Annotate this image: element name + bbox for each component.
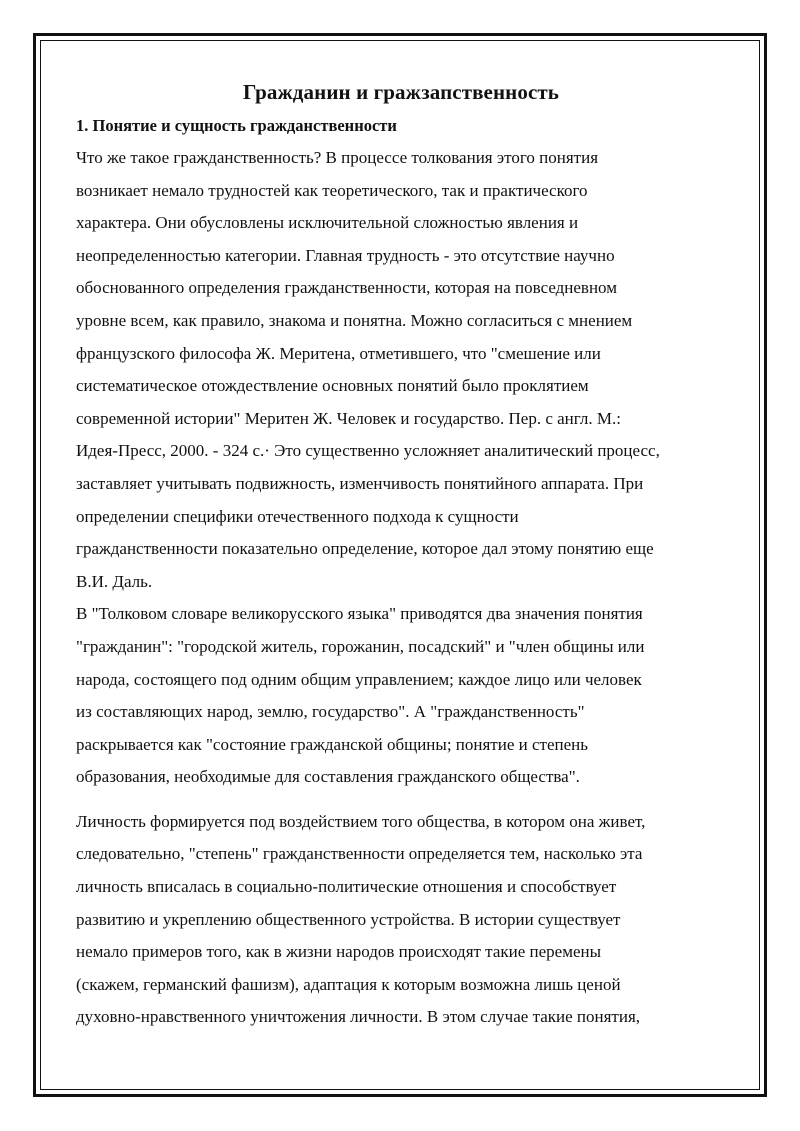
text-line: определении специфики отечественного подхода к сущности bbox=[76, 506, 519, 526]
text-line: "гражданин": "городской житель, горожанин, посадский" и "член общины или bbox=[76, 636, 645, 656]
text-line: заставляет учитывать подвижность, изменчивость понятийного аппарата. При bbox=[76, 473, 644, 493]
text-line: неопределенностью категории. Главная трудность - это отсутствие научно bbox=[76, 245, 615, 265]
text-line: систематическое отождествление основных понятий было проклятием bbox=[76, 376, 589, 396]
text-line: уровне всем, как правило, знакома и понятна. Можно согласиться с мнением bbox=[76, 310, 633, 330]
section-heading: 1. Понятие и сущность гражданственности bbox=[76, 116, 397, 135]
text-line: (скажем, германский фашизм), адаптация к которым возможна лишь ценой bbox=[76, 974, 621, 994]
text-line: народа, состоящего под одним общим управлением; каждое лицо или человек bbox=[76, 669, 642, 689]
text-line: обоснованного определения гражданственности, которая на повседневном bbox=[76, 278, 617, 298]
text-line: личность вписалась в социально-политические отношения и способствует bbox=[76, 877, 617, 897]
paragraph-spacer bbox=[76, 794, 726, 806]
paragraph-dictionary bbox=[76, 598, 726, 794]
text-line: из составляющих народ, землю, государство". А "гражданственность" bbox=[76, 702, 585, 722]
paragraph-personality bbox=[76, 806, 726, 1034]
text-line: раскрывается как "состояние гражданской общины; понятие и степень bbox=[76, 734, 588, 754]
text-line: В "Толковом словаре великорусского языка" приводятся два значения понятия bbox=[76, 604, 643, 624]
text-line: духовно-нравственного уничтожения личности. В этом случае такие понятия, bbox=[76, 1007, 641, 1027]
text-line: Что же такое гражданственность? В процессе толкования этого понятия bbox=[76, 148, 599, 167]
document-title: Гражданин и гражзапственность bbox=[242, 80, 560, 104]
paragraph-definition bbox=[76, 142, 726, 598]
text-line: Идея-Пресс, 2000. - 324 с.· Это существенно усложняет аналитический процесс, bbox=[76, 441, 660, 461]
text-line: возникает немало трудностей как теоретического, так и практического bbox=[76, 180, 588, 200]
text-line: Личность формируется под воздействием того общества, в котором она живет, bbox=[76, 811, 646, 831]
text-line: развитию и укреплению общественного устройства. В истории существует bbox=[76, 909, 621, 929]
text-line: современной истории" Меритен Ж. Человек и государство. Пер. с англ. М.: bbox=[76, 408, 621, 428]
text-line: следовательно, "степень" гражданственности определяется тем, насколько эта bbox=[76, 844, 643, 864]
text-line: немало примеров того, как в жизни народов происходят такие перемены bbox=[76, 942, 602, 962]
text-line: образования, необходимые для составления гражданского общества". bbox=[76, 767, 580, 787]
text-line: гражданственности показательно определение, которое дал этому понятию еще bbox=[76, 539, 654, 559]
text-line: В.И. Даль. bbox=[76, 571, 153, 591]
text-line: французского философа Ж. Меритена, отметившего, что "смешение или bbox=[76, 343, 601, 363]
text-line: характера. Они обусловлены исключительной сложностью явления и bbox=[76, 213, 579, 233]
document-body bbox=[76, 74, 726, 1034]
